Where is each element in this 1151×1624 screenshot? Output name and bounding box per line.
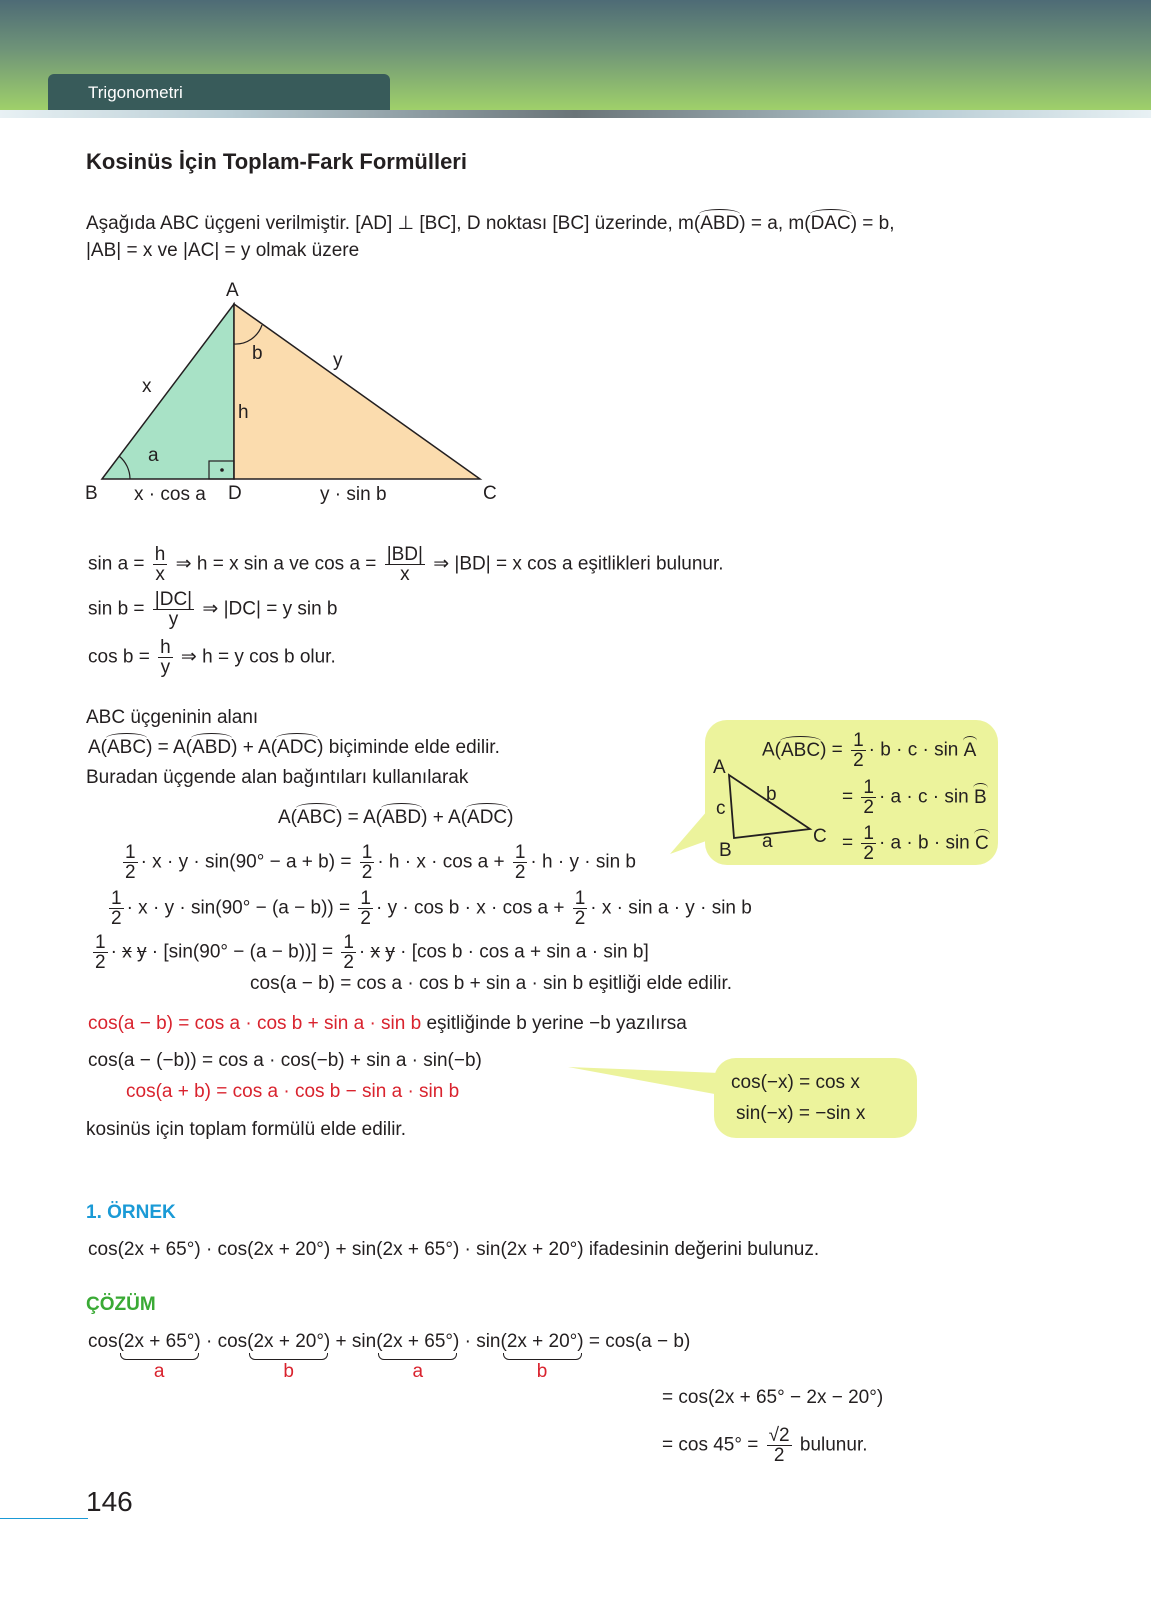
math-text: A( xyxy=(88,737,107,758)
triangle-abd xyxy=(102,304,234,479)
underbrace-term: (2x + 65°) a xyxy=(117,1331,201,1382)
sum-formula xyxy=(126,1080,459,1104)
vertex-c: C xyxy=(483,483,497,504)
math-text: = cos(2x + 65° − 2x − 20°) xyxy=(662,1387,884,1408)
fraction xyxy=(358,889,373,928)
math-text: cos(a − (−b)) = cos a · cos(−b) + sin a · sin(−b) xyxy=(88,1050,482,1071)
chapter-tab: Trigonometri xyxy=(48,74,390,110)
callout-formula xyxy=(762,731,976,770)
segment-bd: x · cos a xyxy=(134,484,206,505)
fraction xyxy=(851,731,866,770)
fraction xyxy=(360,843,375,882)
numerator: √2 xyxy=(768,1425,790,1446)
angle-notation: A xyxy=(963,739,977,761)
underbrace-label: b xyxy=(283,1361,294,1382)
cancelled-term: x xyxy=(122,941,132,963)
angle-notation: ABC xyxy=(107,737,147,758)
math-text: |AB| = x ve |AC| = y olmak üzere xyxy=(86,240,360,261)
math-text: = cos(a − b) xyxy=(583,1331,691,1352)
denominator: x xyxy=(155,564,165,585)
denominator: 2 xyxy=(125,862,136,883)
numerator: 1 xyxy=(361,842,373,863)
parity-callout xyxy=(714,1058,917,1138)
math-text: ABC üçgeninin alanı xyxy=(86,707,259,728)
fraction xyxy=(153,545,168,584)
math-text: ) = a, m( xyxy=(739,213,811,234)
vertex-d: D xyxy=(228,483,242,504)
underbrace-label: a xyxy=(412,1361,424,1382)
sum-line xyxy=(86,1118,406,1142)
math-text: sin a = xyxy=(88,553,150,575)
denominator: 2 xyxy=(514,862,526,883)
math-text: cos xyxy=(88,1331,118,1352)
denominator: 2 xyxy=(863,797,874,818)
height-h: h xyxy=(238,402,249,423)
angle-b: b xyxy=(252,343,263,364)
math-text: · h · x · cos a + xyxy=(377,851,510,873)
triangle-adc xyxy=(234,304,480,479)
denominator: 2 xyxy=(343,952,354,973)
underbrace-term: (2x + 20°) b xyxy=(247,1331,331,1382)
math-text: · h · y · sin b xyxy=(530,851,636,873)
math-text: · a · c · sin xyxy=(878,786,974,808)
math-text: · xyxy=(110,941,123,963)
solution-line xyxy=(88,1330,691,1382)
math-text: · a · b · sin xyxy=(878,832,976,854)
fraction xyxy=(767,1426,792,1465)
callout-formula xyxy=(736,1102,865,1126)
svg-text:A: A xyxy=(713,757,726,778)
highlighted-formula: cos(a − b) = cos a · cos b + sin a · sin b xyxy=(88,1013,422,1034)
fraction xyxy=(573,889,588,928)
math-text: A( xyxy=(762,739,781,761)
fraction xyxy=(385,545,425,584)
math-text: + sin xyxy=(330,1331,377,1352)
math-text: = cos 45° = xyxy=(662,1434,764,1456)
svg-text:b: b xyxy=(766,784,777,805)
page-number: 146 xyxy=(86,1486,133,1517)
math-text: Aşağıda ABC üçgeni verilmiştir. [AD] ⊥ [BC], D noktası [BC] üzerinde, m( xyxy=(86,213,701,234)
fraction xyxy=(861,778,876,817)
angle-notation: ABC xyxy=(297,807,337,828)
header-divider xyxy=(0,110,1151,118)
sum-line xyxy=(88,1012,687,1036)
page-number-rule xyxy=(0,1518,88,1519)
math-text: cos b = xyxy=(88,646,156,668)
math-text: ) = A( xyxy=(336,807,383,828)
math-text: sin(−x) = −sin x xyxy=(736,1103,866,1124)
fraction xyxy=(123,843,138,882)
math-text: eşitliğinde b yerine −b yazılırsa xyxy=(421,1013,687,1034)
angle-notation: DAC xyxy=(810,213,851,234)
numerator: 1 xyxy=(863,777,874,798)
angle-notation: C xyxy=(975,832,989,854)
side-y: y xyxy=(333,350,343,371)
numerator: 1 xyxy=(125,842,136,863)
area-line xyxy=(86,706,258,730)
cancelled-term: x xyxy=(370,941,381,963)
segment-dc: y · sin b xyxy=(320,484,387,505)
fraction xyxy=(93,933,108,972)
numerator: 1 xyxy=(360,888,371,909)
example-question xyxy=(88,1238,819,1262)
math-text: ) + A( xyxy=(421,807,468,828)
denominator: 2 xyxy=(853,750,864,771)
vertex-a: A xyxy=(226,280,239,301)
math-text: ) = b, xyxy=(850,213,895,234)
denominator: 2 xyxy=(95,952,106,973)
angle-notation: ABD xyxy=(382,807,422,828)
svg-text:a: a xyxy=(762,831,773,852)
angle-notation: B xyxy=(973,786,987,808)
math-text: · [sin(90° − (a − b))] = xyxy=(146,941,339,963)
fraction xyxy=(513,843,528,882)
fraction xyxy=(153,590,194,629)
callout-formula xyxy=(842,778,987,817)
angle-a: a xyxy=(148,445,159,466)
math-text: ⇒ h = y cos b olur. xyxy=(175,646,336,668)
intro-line xyxy=(86,239,359,263)
numerator: |DC| xyxy=(154,589,193,610)
denominator: 2 xyxy=(111,908,122,929)
math-text: · x · y · sin(90° − a + b) = xyxy=(140,851,357,873)
denominator: x xyxy=(400,564,410,585)
highlighted-formula: cos(a + b) = cos a · cos b − sin a · sin b xyxy=(126,1081,460,1102)
angle-notation: ADC xyxy=(467,807,508,828)
math-text: · y · cos b · x · cos a + xyxy=(375,897,570,919)
angle-notation: ABD xyxy=(192,737,232,758)
solution-line xyxy=(662,1426,868,1465)
angle-notation: ADC xyxy=(277,737,318,758)
math-text: · xyxy=(358,941,371,963)
math-text: = xyxy=(842,832,859,854)
ratio-line xyxy=(88,545,724,584)
math-text: ) = xyxy=(820,739,849,761)
numerator: 1 xyxy=(863,823,874,844)
math-text: kosinüs için toplam formülü elde edilir. xyxy=(86,1119,406,1140)
math-text: · b · c · sin xyxy=(868,739,964,761)
math-text: ⇒ |DC| = y sin b xyxy=(197,598,338,620)
vertex-b: B xyxy=(85,483,98,504)
denominator: 2 xyxy=(773,1445,785,1466)
math-text: ) xyxy=(507,807,514,828)
numerator: h xyxy=(154,544,166,565)
side-x: x xyxy=(142,376,152,397)
area-line xyxy=(88,736,500,760)
ratio-line xyxy=(88,590,337,629)
math-text: ) + A( xyxy=(231,737,278,758)
derivation-result xyxy=(250,972,732,996)
math-text: · cos xyxy=(200,1331,248,1352)
math-text: bulunur. xyxy=(794,1434,868,1456)
math-text: · [cos b · cos a + sin a · sin b] xyxy=(394,941,649,963)
angle-notation: ABC xyxy=(781,739,821,761)
derivation-line xyxy=(120,843,636,882)
math-text: ⇒ |BD| = x cos a eşitlikleri bulunur. xyxy=(427,553,724,575)
numerator: 1 xyxy=(853,730,864,751)
callout-formula xyxy=(731,1071,860,1095)
math-text: cos(−x) = cos x xyxy=(731,1072,860,1093)
math-text: · x · sin a · y · sin b xyxy=(590,897,752,919)
numerator: 1 xyxy=(514,842,526,863)
angle-notation: ABD xyxy=(700,213,740,234)
numerator: 1 xyxy=(343,932,354,953)
numerator: h xyxy=(160,637,171,658)
math-text: sin b = xyxy=(88,598,150,620)
numerator: |BD| xyxy=(386,544,423,565)
intro-line xyxy=(86,212,895,236)
numerator: 1 xyxy=(95,932,106,953)
denominator: y xyxy=(160,657,171,678)
triangle-diagram xyxy=(0,270,560,510)
section-title: Kosinüs İçin Toplam-Fark Formülleri xyxy=(86,149,467,174)
fraction xyxy=(341,933,356,972)
math-text: = xyxy=(842,786,859,808)
fraction xyxy=(109,889,124,928)
fraction xyxy=(861,824,876,863)
svg-text:C: C xyxy=(813,826,827,847)
underbrace-label: b xyxy=(536,1361,548,1382)
cancelled-term: y xyxy=(385,941,395,963)
denominator: 2 xyxy=(360,908,371,929)
numerator: 1 xyxy=(574,888,586,909)
svg-text:B: B xyxy=(719,840,732,861)
derivation-line xyxy=(278,806,513,830)
math-text: ) biçiminde elde edilir. xyxy=(317,737,500,758)
fraction xyxy=(158,638,173,677)
math-text: · x · y · sin(90° − (a − b)) = xyxy=(126,897,356,919)
math-text: Buradan üçgende alan bağıntıları kullanılarak xyxy=(86,767,469,788)
ratio-line xyxy=(88,638,336,677)
underbrace-term: (2x + 20°) b xyxy=(500,1331,584,1382)
area-line xyxy=(86,766,468,790)
math-text: ⇒ h = x sin a ve cos a = xyxy=(170,553,382,575)
math-text: · sin xyxy=(459,1331,501,1352)
derivation-line xyxy=(106,889,752,928)
underbrace-term: (2x + 65°) a xyxy=(376,1331,460,1382)
denominator: 2 xyxy=(574,908,586,929)
underbrace-label: a xyxy=(153,1361,165,1382)
svg-text:c: c xyxy=(716,798,726,819)
denominator: 2 xyxy=(863,843,874,864)
derivation-line xyxy=(90,933,649,972)
sum-line xyxy=(88,1049,482,1073)
math-text: A( xyxy=(278,807,297,828)
solution-label: ÇÖZÜM xyxy=(86,1294,156,1315)
solution-line xyxy=(662,1386,883,1410)
callout-formula xyxy=(842,824,989,863)
example-label: 1. ÖRNEK xyxy=(86,1202,176,1223)
math-text: cos(a − b) = cos a · cos b + sin a · sin b eşitliği elde edilir. xyxy=(250,973,733,994)
cancelled-term: y xyxy=(136,941,147,963)
denominator: 2 xyxy=(361,862,373,883)
denominator: y xyxy=(168,609,179,630)
numerator: 1 xyxy=(111,888,122,909)
math-text: cos(2x + 65°) · cos(2x + 20°) + sin(2x + 65°) · sin(2x + 20°) ifadesinin değerini bulunuz. xyxy=(88,1239,820,1260)
math-text: ) = A( xyxy=(146,737,193,758)
